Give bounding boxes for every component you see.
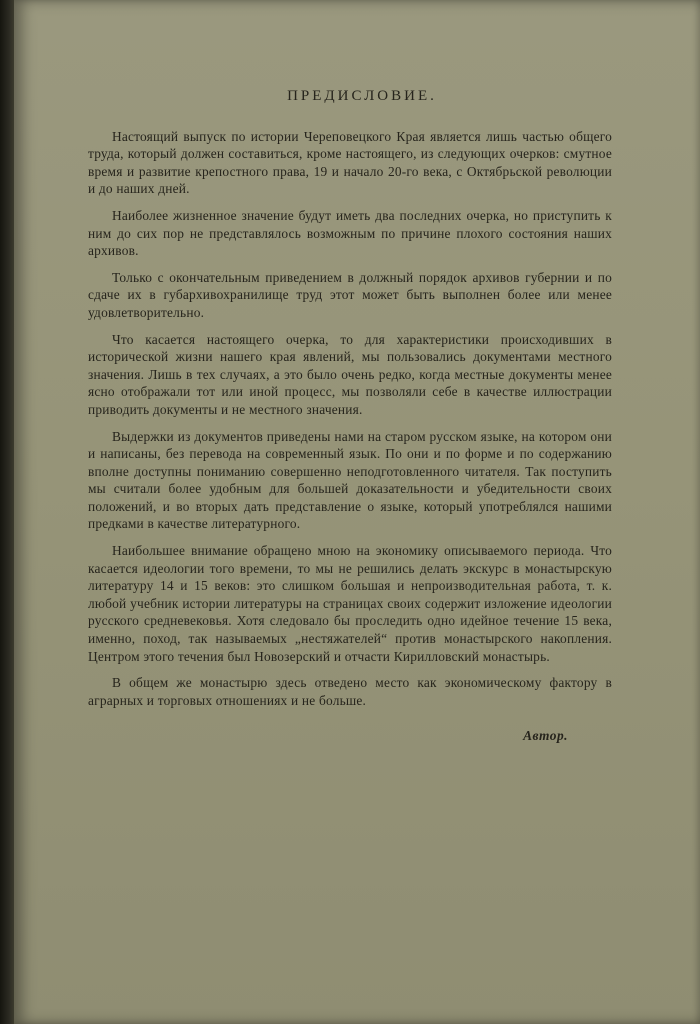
book-page: [14, 0, 700, 1024]
author-signature: Автор.: [523, 728, 568, 744]
paragraph-3: Только с окончательным приведением в должный порядок архивов губернии и по сдаче их в губархивохранилище труд этот может быть выполнен более или менее удовлетворительно.: [88, 269, 612, 320]
paragraph-1: Настоящий выпуск по истории Череповецкого Края является лишь частью общего труда, который должен составиться, кроме настоящего, из следующих очерков: смутное время и развитие крепостного права, 19 и начало 20-го века, с Октябрьской революции и до наших дней.: [88, 128, 612, 197]
page-content: [88, 88, 612, 745]
page-title: ПРЕДИСЛОВИЕ.: [287, 88, 437, 104]
paragraph-6: Наибольшее внимание обращено мною на экономику описываемого периода. Что касается идеологии того времени, то мы не решились делать экскурс в монастырскую литературу 14 и 15 веков: это слишком большая и непроизводительная работа, т. к. любой учебник истории литературы на страницах своих содержит изложение идеологии русского средневековья. Хотя следовало бы проследить одно идейное течение 15 века, именно, поход, так называемых „нестяжателей“ против монастырского накопления. Центром этого течения был Новозерский и отчасти Кирилловский монастырь.: [88, 543, 612, 664]
paragraph-2: Наиболее жизненное значение будут иметь два последних очерка, но приступить к ним до сих пор не представлялось возможным по причине плохого состояния наших архивов.: [88, 207, 612, 259]
paragraph-5: Выдержки из документов приведены нами на старом русском языке, на котором они и написаны, без перевода на современный язык. По они и по форме и по содержанию вполне доступны пониманию совершенно неподготовленного читателя. Так поступить мы считали более удобным для большей доказательности и убедительности своих положений, и во вторых дать представление о языке, который употреблялся нашими предками в качестве литературного.: [88, 428, 612, 532]
paragraph-7: В общем же монастырю здесь отведено место как экономическому фактору в аграрных и торговых отношениях и не больше.: [88, 675, 612, 708]
paragraph-4: Что касается настоящего очерка, то для характеристики происходивших в исторической жизни нашего края явлений, мы пользовались документами местного значения. Лишь в тех случаях, а это было очень редко, когда местные документы менее ясно отображали тот или иной процесс, мы позволяли себе в качестве иллюстрации приводить документы и не местного значения.: [88, 331, 612, 417]
